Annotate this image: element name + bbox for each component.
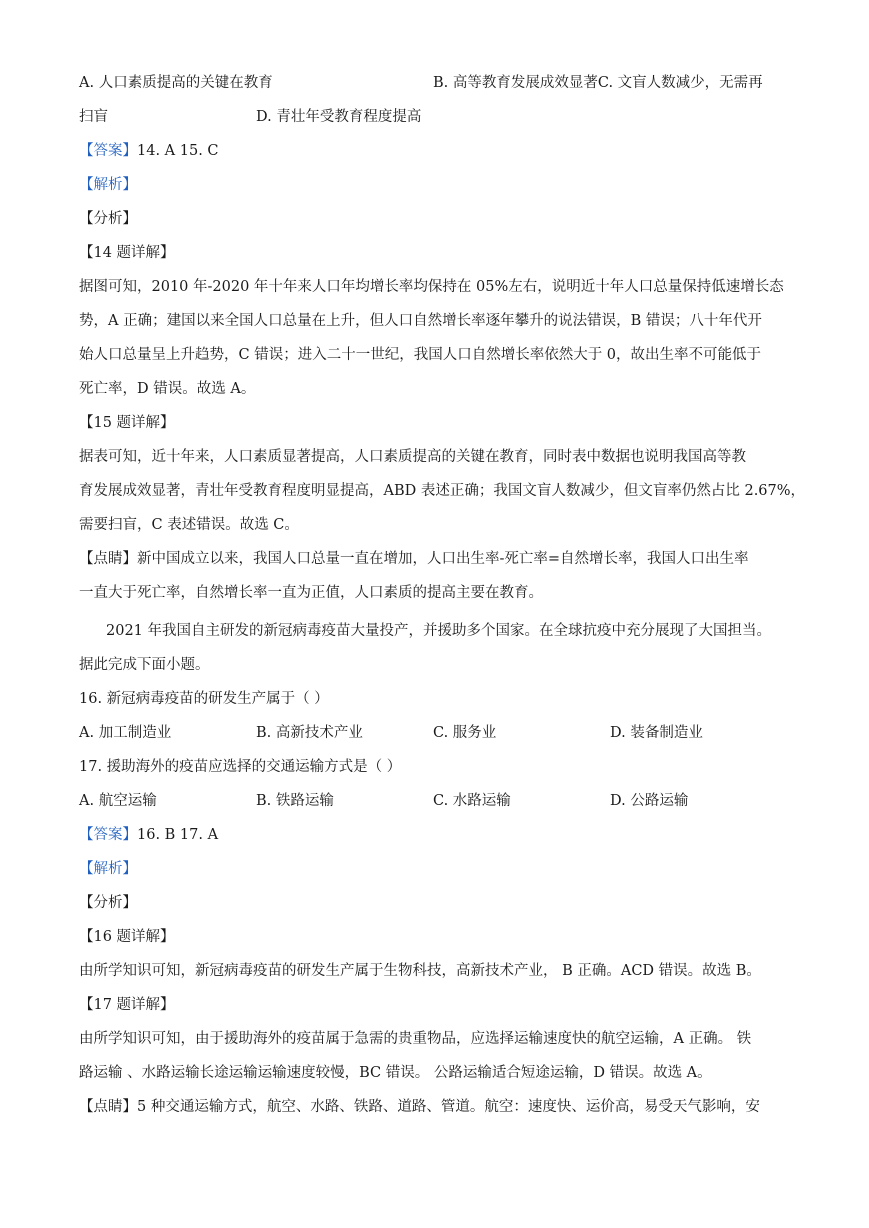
q15-option-c-continued: 扫盲 — [79, 109, 108, 125]
detail-14-line: 据图可知，2010 年-2020 年十年来人口年均增长率均保持在 05%左右，说明近十年人口总量保持低速增长态 — [79, 279, 784, 295]
q16-option-b: B. 高新技术产业 — [256, 725, 363, 741]
dianjing-16-17 — [79, 1097, 760, 1117]
dianjing-label: 【点睛】 — [79, 551, 137, 567]
dianjing-text: 5 种交通运输方式，航空、水路、铁路、道路、管道。航空：速度快、运价高，易受天气影响，安 — [137, 1099, 760, 1115]
q16-option-a: A. 加工制造业 — [79, 725, 172, 741]
analysis-label: 【解析】 — [79, 177, 137, 193]
question-16-stem: 16. 新冠病毒疫苗的研发生产属于（ ） — [79, 691, 329, 707]
material-intro: 2021 年我国自主研发的新冠病毒疫苗大量投产，并援助多个国家。在全球抗疫中充分展现了大国担当。 — [106, 623, 772, 639]
detail-14-line: 势，A 正确；建国以来全国人口总量在上升，但人口自然增长率逐年攀升的说法错误，B 错误；八十年代开 — [79, 313, 762, 329]
detail-16-line: 由所学知识可知，新冠病毒疫苗的研发生产属于生物科技，高新技术产业， B 正确。ACD 错误。故选 B。 — [79, 963, 761, 979]
detail-15-line: 据表可知，近十年来，人口素质显著提高，人口素质提高的关键在教育，同时表中数据也说明我国高等教 — [79, 449, 746, 465]
answer-16-17 — [79, 825, 218, 845]
q17-option-b: B. 铁路运输 — [256, 793, 334, 809]
detail-14-line: 死亡率，D 错误。故选 A。 — [79, 381, 256, 397]
q16-option-c: C. 服务业 — [433, 725, 497, 741]
detail-14-title: 【14 题详解】 — [79, 245, 175, 261]
detail-17-title: 【17 题详解】 — [79, 997, 175, 1013]
material-intro-cont: 据此完成下面小题。 — [79, 657, 210, 673]
q17-option-d: D. 公路运输 — [610, 793, 689, 809]
detail-15-line: 育发展成效显著，青壮年受教育程度明显提高，ABD 表述正确；我国文盲人数减少，但文盲率仍然占比 2.67%， — [79, 483, 806, 499]
q17-option-a: A. 航空运输 — [79, 793, 157, 809]
fenxi-label: 【分析】 — [79, 211, 137, 227]
detail-15-line: 需要扫盲，C 表述错误。故选 C。 — [79, 517, 299, 533]
answer-label: 【答案】 — [79, 827, 137, 843]
detail-17-line: 由所学知识可知，由于援助海外的疫苗属于急需的贵重物品，应选择运输速度快的航空运输，A 正确。 铁 — [79, 1031, 752, 1047]
dianjing-label: 【点睛】 — [79, 1099, 137, 1115]
q15-option-b-c: B. 高等教育发展成效显著C. 文盲人数减少，无需再 — [433, 75, 763, 91]
q17-option-c: C. 水路运输 — [433, 793, 511, 809]
analysis-label: 【解析】 — [79, 861, 137, 877]
question-17-stem: 17. 援助海外的疫苗应选择的交通运输方式是（ ） — [79, 759, 402, 775]
answer-text: 16. B 17. A — [137, 827, 219, 843]
detail-15-title: 【15 题详解】 — [79, 415, 175, 431]
detail-17-line: 路运输 、水路运输长途运输运输速度较慢，BC 错误。 公路运输适合短途运输，D 错误。故选 A。 — [79, 1065, 712, 1081]
dianjing-line: 一直大于死亡率，自然增长率一直为正值，人口素质的提高主要在教育。 — [79, 585, 543, 601]
dianjing-text: 新中国成立以来，我国人口总量一直在增加，人口出生率-死亡率=自然增长率，我国人口出生率 — [137, 551, 749, 567]
q15-option-d: D. 青壮年受教育程度提高 — [256, 109, 422, 125]
dianjing-14-15 — [79, 549, 749, 569]
detail-14-line: 始人口总量呈上升趋势，C 错误；进入二十一世纪，我国人口自然增长率依然大于 0，故出生率不可能低于 — [79, 347, 762, 363]
fenxi-label: 【分析】 — [79, 895, 137, 911]
answer-14-15 — [79, 141, 219, 161]
q16-option-d: D. 装备制造业 — [610, 725, 703, 741]
q15-option-a: A. 人口素质提高的关键在教育 — [79, 75, 273, 91]
answer-label: 【答案】 — [79, 143, 137, 159]
answer-text: 14. A 15. C — [137, 143, 219, 159]
detail-16-title: 【16 题详解】 — [79, 929, 175, 945]
